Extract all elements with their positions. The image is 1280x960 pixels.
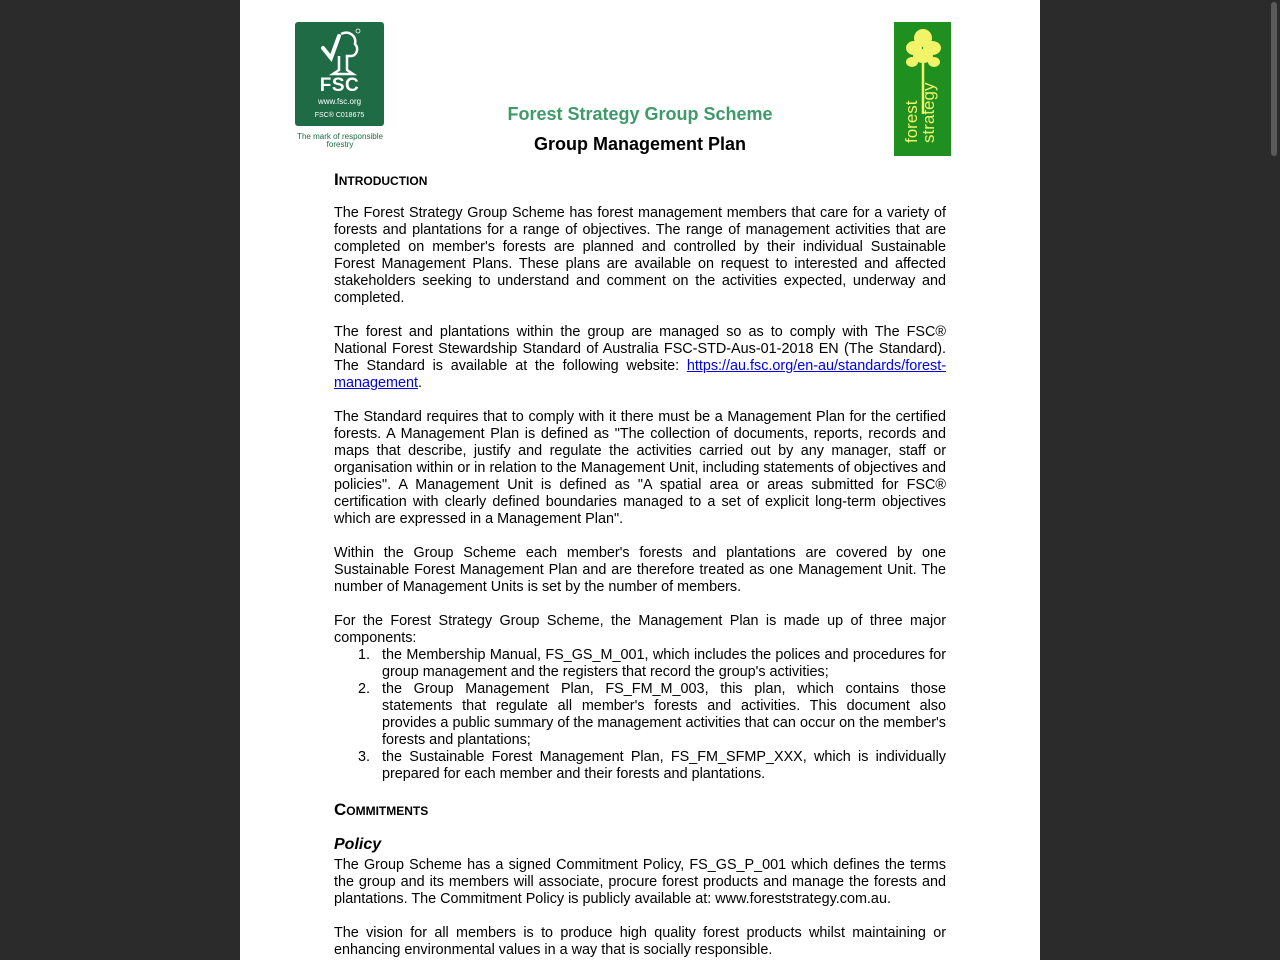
list-number: 1. — [358, 647, 371, 663]
list-item — [334, 681, 946, 749]
forest-strategy-logo-line2: strategy — [919, 82, 938, 143]
forest-strategy-logo-line1: forest — [902, 100, 921, 143]
vertical-scrollbar[interactable] — [1268, 0, 1280, 960]
section-heading-commitments: Commitments — [334, 800, 429, 819]
fsc-logo-letters: FSC — [319, 75, 360, 96]
document-subtitle: Group Management Plan — [533, 134, 747, 154]
paragraph: The Group Scheme has a signed Commitment Policy, FS_GS_P_001 which defines the terms the group and its members will associate, procure forest products and manage the forests and plantations. The Commitment Policy is publicly available at: www.foreststrategy.com.au. — [334, 857, 946, 907]
document-body — [334, 170, 946, 960]
list-number: 2. — [358, 681, 371, 697]
paragraph: The Standard requires that to comply with it there must be a Management Plan for the certified forests. A Management Plan is defined as "The collection of documents, reports, records and maps that describe, justify and regulate the activities carried out by any manager, staff or organisation within or in relation to the Management Unit, including statements of objectives and policies". A Management Unit is defined as "A spatial area or areas submitted for FSC® certification with clearly defined boundaries managed to a set of explicit long-term objectives which are expressed in a Management Plan". — [334, 409, 946, 527]
paragraph: The vision for all members is to produce high quality forest products whilst maintaining or enhancing environmental values in a way that is socially responsible. — [334, 925, 946, 958]
list-item-text: the Membership Manual, FS_GS_M_001, which includes the polices and procedures for group management and the registers that record the group's activities; — [382, 647, 946, 680]
paragraph-text-end: . — [418, 375, 422, 391]
list-number: 3. — [358, 749, 371, 765]
fsc-tagline: The mark of responsible forestry — [297, 132, 383, 149]
components-list — [334, 647, 946, 783]
paragraph: For the Forest Strategy Group Scheme, the Management Plan is made up of three major components: — [334, 613, 946, 646]
fsc-standards-link[interactable]: https://au.fsc.org/en-au/standards/forest-management — [334, 358, 946, 391]
scrollbar-thumb[interactable] — [1271, 2, 1277, 156]
document-title: Forest Strategy Group Scheme — [507, 104, 773, 124]
section-heading-introduction: Introduction — [334, 170, 428, 189]
paragraph: Within the Group Scheme each member's forests and plantations are covered by one Sustainable Forest Management Plan and are therefore treated as one Management Unit. The number of Management Units is set by the number of members. — [334, 545, 946, 595]
fsc-logo-code: FSC® C018675 — [314, 112, 365, 119]
paragraph: The Forest Strategy Group Scheme has forest management members that care for a variety of forests and plantations for a range of objectives. The range of management activities that are completed on member's forests are planned and controlled by their individual Sustainable Forest Management Plans. These plans are available on request to interested and affected stakeholders seeking to understand and comment on the activities expected, underway and completed. — [334, 205, 946, 306]
document-page — [240, 0, 1040, 960]
list-item-text: the Group Management Plan, FS_FM_M_003, this plan, which contains those statements that regulate all member's forests and activities. This document also provides a public summary of the management activities that can occur on the member's forests and plantations; — [382, 681, 946, 748]
fsc-logo-url: www.fsc.org — [317, 97, 362, 106]
list-item — [334, 749, 946, 783]
paragraph — [334, 324, 946, 392]
list-item-text: the Sustainable Forest Management Plan, FS_FM_SFMP_XXX, which is individually prepared for each member and their forests and plantations. — [382, 749, 946, 782]
paragraph-text: The forest and plantations within the group are managed so as to comply with The FSC® National Forest Stewardship Standard of Australia FSC-STD-Aus-01-2018 EN (The Standard). The Standard is available at the following website: — [334, 324, 946, 374]
list-item — [334, 647, 946, 681]
subheading-policy: Policy — [334, 836, 382, 853]
fsc-tree-check-icon — [319, 28, 361, 76]
